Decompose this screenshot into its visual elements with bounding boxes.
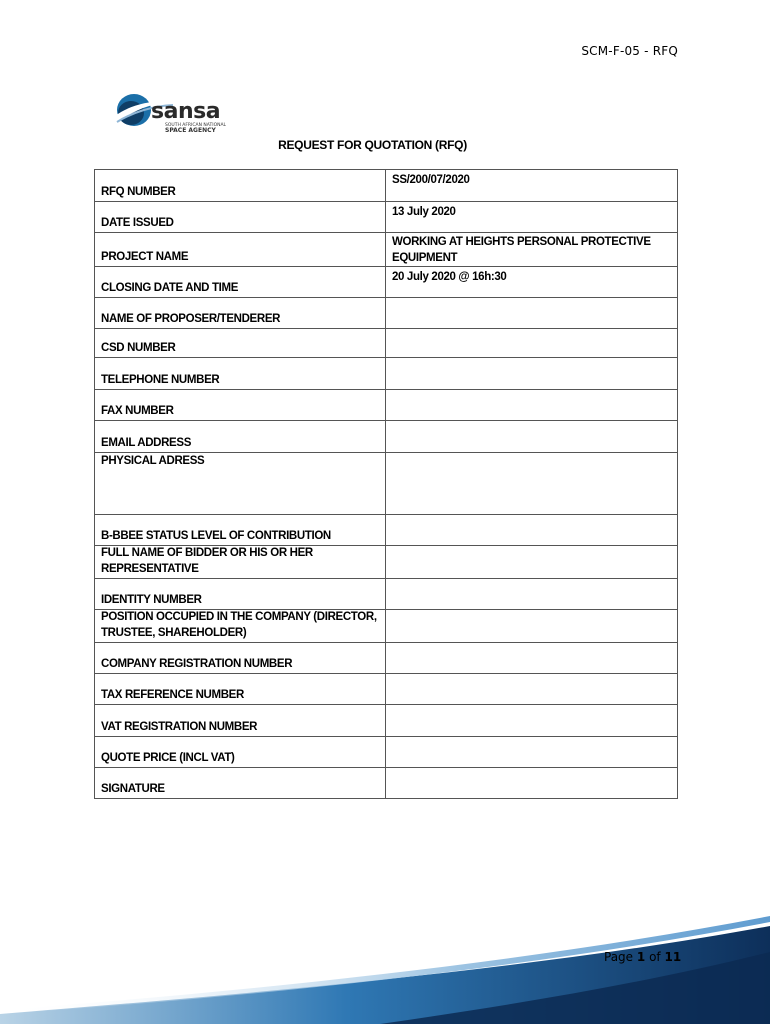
field-value[interactable] (386, 421, 678, 453)
field-label: IDENTITY NUMBER (95, 579, 386, 610)
table-row (95, 267, 678, 298)
sansa-logo-graphic (113, 90, 263, 138)
field-label: TAX REFERENCE NUMBER (95, 674, 386, 705)
field-label: CLOSING DATE AND TIME (95, 267, 386, 298)
field-label: PROJECT NAME (95, 233, 386, 267)
table-row (95, 610, 678, 643)
field-label: FULL NAME OF BIDDER OR HIS OR HER REPRESENTATIVE (95, 546, 386, 579)
field-value[interactable]: SS/200/07/2020 (386, 170, 678, 202)
table-row (95, 546, 678, 579)
logo-line-1: SOUTH AFRICAN NATIONAL (165, 123, 227, 128)
field-label: FAX NUMBER (95, 390, 386, 421)
field-value[interactable] (386, 674, 678, 705)
field-value[interactable] (386, 358, 678, 390)
field-value[interactable] (386, 546, 678, 579)
page-number (604, 950, 681, 964)
field-label: QUOTE PRICE (INCL VAT) (95, 737, 386, 768)
table-row (95, 768, 678, 799)
field-value[interactable] (386, 453, 678, 515)
sansa-logo (113, 90, 263, 138)
field-label: POSITION OCCUPIED IN THE COMPANY (DIRECTOR, TRUSTEE, SHAREHOLDER) (95, 610, 386, 643)
svg-text:sansa: sansa (151, 99, 221, 124)
field-value[interactable] (386, 329, 678, 358)
field-label: NAME OF PROPOSER/TENDERER (95, 298, 386, 329)
table-row (95, 453, 678, 515)
table-row (95, 421, 678, 453)
field-value[interactable] (386, 705, 678, 737)
table-row (95, 579, 678, 610)
table-row (95, 329, 678, 358)
page-title: REQUEST FOR QUOTATION (RFQ) (278, 138, 467, 152)
page-total: 11 (664, 950, 682, 964)
field-value[interactable]: 20 July 2020 @ 16h:30 (386, 267, 678, 298)
table-row (95, 737, 678, 768)
field-label: EMAIL ADDRESS (95, 421, 386, 453)
table-row (95, 674, 678, 705)
table-row (95, 358, 678, 390)
table-row (95, 298, 678, 329)
field-label: DATE ISSUED (95, 202, 386, 233)
table-row (95, 643, 678, 674)
page-of: of (649, 950, 661, 964)
table-row (95, 515, 678, 546)
field-label: SIGNATURE (95, 768, 386, 799)
rfq-form-table (94, 169, 678, 799)
page-prefix: Page (604, 950, 634, 964)
field-value[interactable] (386, 298, 678, 329)
field-value[interactable] (386, 737, 678, 768)
field-value[interactable] (386, 579, 678, 610)
table-row (95, 390, 678, 421)
field-label: VAT REGISTRATION NUMBER (95, 705, 386, 737)
field-value[interactable] (386, 515, 678, 546)
table-row (95, 202, 678, 233)
field-value[interactable]: WORKING AT HEIGHTS PERSONAL PROTECTIVE EQUIPMENT (386, 233, 678, 267)
field-label: PHYSICAL ADRESS (95, 453, 386, 515)
field-label: CSD NUMBER (95, 329, 386, 358)
table-row (95, 170, 678, 202)
field-label: RFQ NUMBER (95, 170, 386, 202)
field-value[interactable]: 13 July 2020 (386, 202, 678, 233)
field-value[interactable] (386, 610, 678, 643)
field-label: TELEPHONE NUMBER (95, 358, 386, 390)
field-label: B-BBEE STATUS LEVEL OF CONTRIBUTION (95, 515, 386, 546)
field-value[interactable] (386, 768, 678, 799)
field-label: COMPANY REGISTRATION NUMBER (95, 643, 386, 674)
field-value[interactable] (386, 643, 678, 674)
field-value[interactable] (386, 390, 678, 421)
table-row (95, 233, 678, 267)
page-current: 1 (636, 950, 646, 964)
logo-line-2: SPACE AGENCY (165, 127, 216, 134)
table-row (95, 705, 678, 737)
document-code: SCM-F-05 - RFQ (581, 44, 678, 58)
